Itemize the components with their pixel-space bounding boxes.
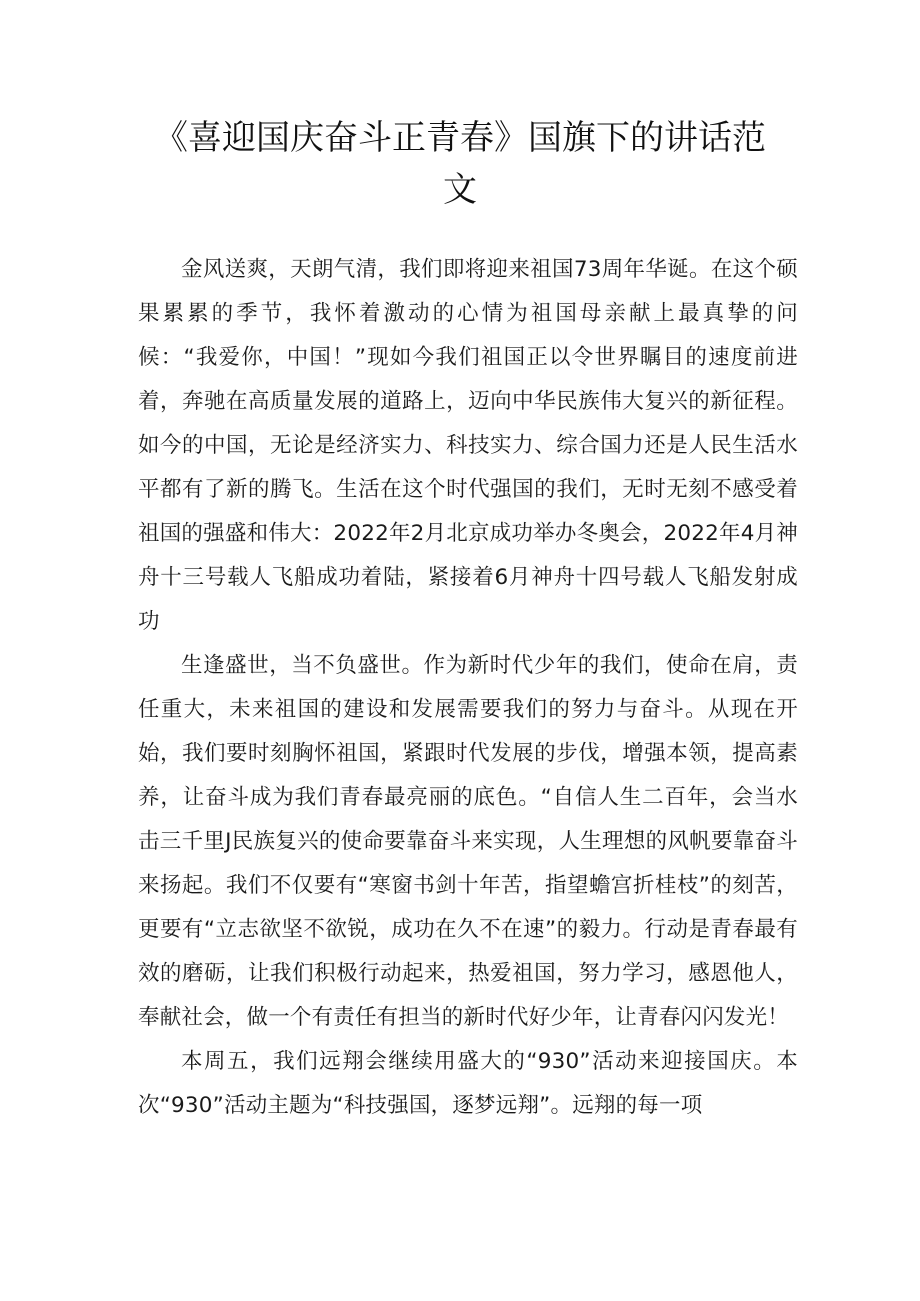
paragraph: 生逢盛世，当不负盛世。作为新时代少年的我们，使命在肩，责任重大，未来祖国的建设和发展需要我们的努力与奋斗。从现在开始，我们要时刻胸怀祖国，紧跟时代发展的步伐，增强本领，提高素养，让奋斗成为我们青春最亮丽的底色。“自信人生二百年，会当水击三千里J民族复兴的使命要靠奋斗来实现，人生理想的风帆要靠奋斗来扬起。我们不仅要有“寒窗书剑十年苦，指望蟾宫折桂枝”的刻苦，更要有“立志欲坚不欲锐，成功在久不在速”的毅力。行动是青春最有效的磨砺，让我们积极行动起来，热爱祖国，努力学习，感恩他人，奉献社会，做一个有责任有担当的新时代好少年，让青春闪闪发光！: [138, 653, 798, 1030]
paragraph: 金风送爽，天朗气清，我们即将迎来祖国73周年华诞。在这个硕果累累的季节，我怀着激动的心情为祖国母亲献上最真挚的问候：“我爱你，中国！”现如今我们祖国正以令世界瞩目的速度前进着，奔驰在高质量发展的道路上，迈向中华民族伟大复兴的新征程。如今的中国，无论是经济实力、科技实力、综合国力还是人民生活水平都有了新的腾飞。生活在这个时代强国的我们，无时无刻不感受着祖国的强盛和伟大：2022年2月北京成功举办冬奥会，2022年4月神舟十三号载人飞船成功着陆，紧接着6月神舟十四号载人飞船发射成功: [138, 257, 798, 634]
document-title: 《喜迎国庆奋斗正青春》国旗下的讲话范文: [154, 118, 766, 210]
document-body: [138, 248, 798, 1128]
paragraph: 本周五，我们远翔会继续用盛大的“930”活动来迎接国庆。本次“930”活动主题为“科技强国，逐梦远翔”。远翔的每一项: [138, 1049, 798, 1118]
